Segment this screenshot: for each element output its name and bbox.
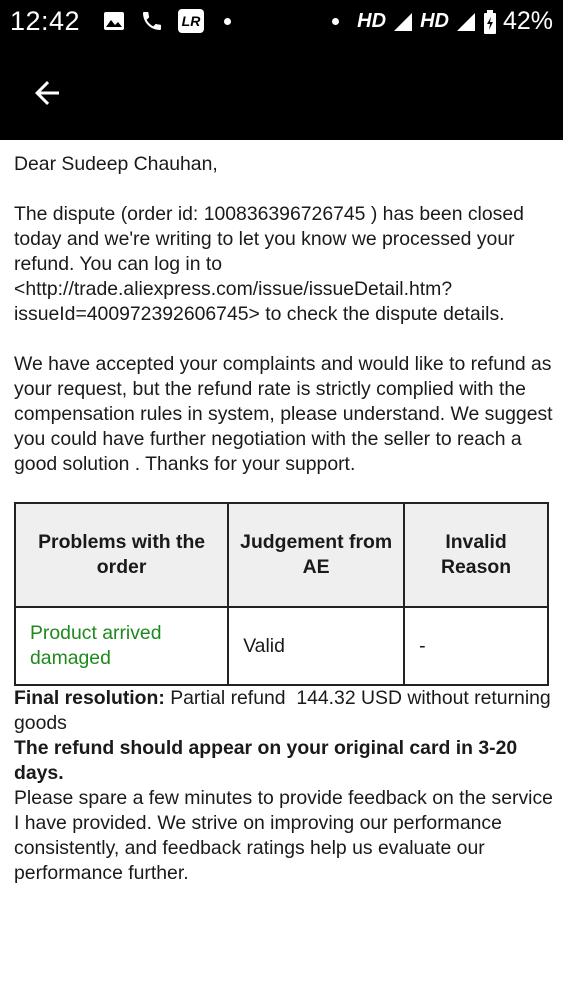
toolbar bbox=[0, 46, 563, 140]
phone-icon bbox=[140, 9, 164, 33]
greeting: Dear Sudeep Chauhan, bbox=[14, 153, 218, 175]
lr-app-icon: LR bbox=[178, 9, 204, 33]
problem-cell: Product arrived damaged bbox=[15, 607, 228, 685]
battery-icon bbox=[483, 10, 497, 34]
network-label-1: HD bbox=[357, 10, 387, 32]
status-time: 12:42 bbox=[10, 6, 81, 36]
back-arrow-icon bbox=[29, 75, 65, 111]
image-icon bbox=[102, 9, 126, 33]
network-label-2: HD bbox=[420, 10, 449, 32]
judgement-cell: Valid bbox=[228, 607, 404, 685]
back-button[interactable] bbox=[28, 74, 68, 114]
final-resolution bbox=[14, 686, 557, 736]
signal-icon bbox=[455, 11, 477, 33]
complaint-paragraph: We have accepted your complaints and would like to refund as your request, but the refund rate is strictly complied with the compensation rules in system, please understand. We suggest you could have further negotiation with the seller to reach a good solution . Thanks for your support. bbox=[14, 353, 553, 475]
invalid-reason-cell: - bbox=[404, 607, 548, 685]
battery-percent: 42% bbox=[502, 7, 553, 35]
header-invalid-reason: Invalid Reason bbox=[404, 503, 548, 607]
notification-dot-icon bbox=[224, 18, 231, 25]
dispute-table bbox=[14, 502, 549, 686]
feedback-paragraph: Please spare a few minutes to provide feedback on the service I have provided. We strive on improving our performance consistently, and feedback ratings help us evaluate our performance further. bbox=[14, 787, 553, 884]
header-judgement: Judgement from AE bbox=[228, 503, 404, 607]
dispute-paragraph: The dispute (order id: 100836396726745 ) has been closed today and we're writing to let you know we processed your refund. You can log in to <http://trade.aliexpress.com/issue/issueDetail.htm?issueId=400972392606745> to check the dispute details. bbox=[14, 203, 524, 325]
table-header-row bbox=[15, 503, 548, 607]
notification-icons bbox=[102, 9, 231, 33]
header-problems: Problems with the order bbox=[15, 503, 228, 607]
table-row bbox=[15, 607, 548, 685]
status-bar bbox=[0, 0, 563, 46]
resolution-label: Final resolution: bbox=[14, 687, 165, 709]
refund-note: The refund should appear on your original card in 3-20 days. bbox=[14, 737, 518, 784]
resolution-value: Partial refund 144.32 USD without returning goods bbox=[14, 687, 557, 734]
email-body bbox=[14, 152, 557, 886]
notification-dot-icon bbox=[332, 18, 339, 25]
status-right bbox=[332, 7, 553, 36]
signal-icon bbox=[392, 11, 414, 33]
dispute-table-wrap bbox=[14, 502, 549, 686]
